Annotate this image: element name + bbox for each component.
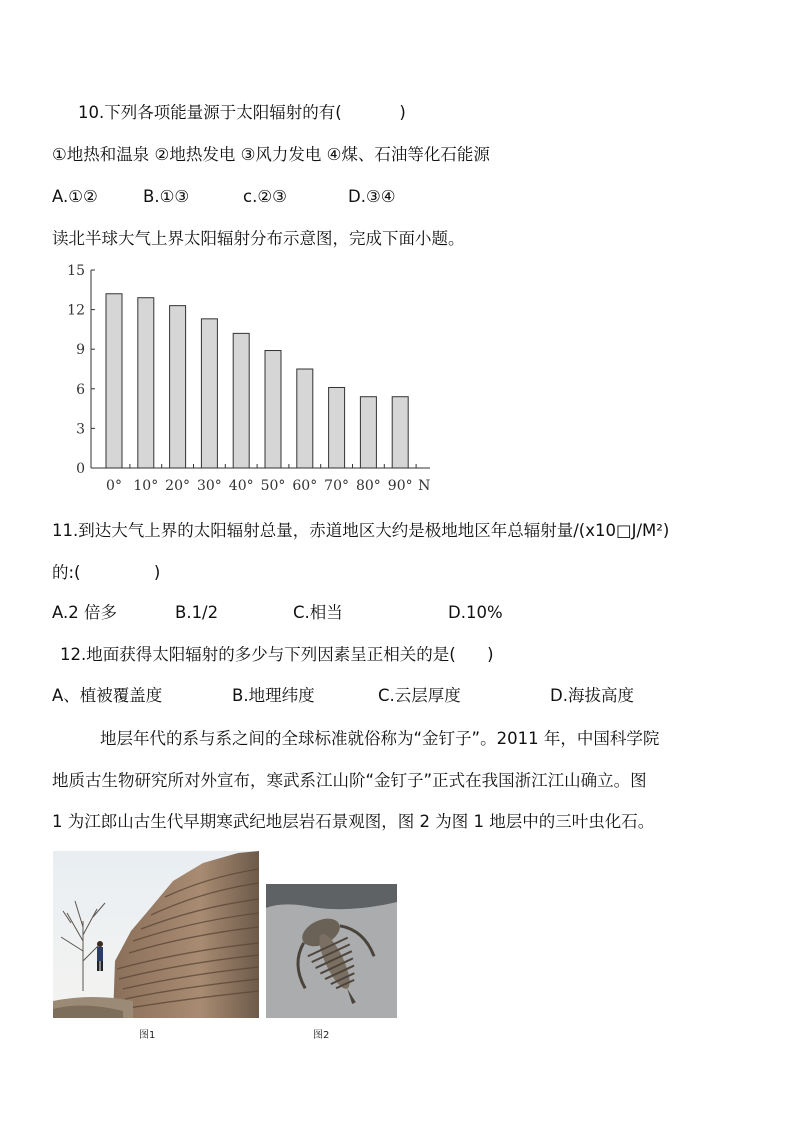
passage-line-1: 地层年代的系与系之间的全球标准就俗称为“金钉子”。2011 年，中国科学院 (100, 729, 660, 748)
q12-option-a: A、植被覆盖度 (52, 686, 163, 705)
q11-option-d: D.10% (448, 603, 503, 622)
x-tick-label: 40° (228, 478, 254, 494)
y-tick-label: 12 (67, 302, 85, 319)
figure-1-rock-strata-photo (53, 851, 259, 1018)
figure-2-trilobite-photo (266, 884, 397, 1018)
q10-option-b: B.①③ (143, 187, 190, 206)
x-unit-label: N (418, 478, 431, 494)
q11-option-a: A.2 倍多 (52, 603, 117, 622)
q10-items: ①地热和温泉 ②地热发电 ③风力发电 ④煤、石油等化石能源 (52, 145, 490, 164)
q12-option-b: B.地理纬度 (232, 686, 315, 705)
bar-0 (106, 294, 122, 468)
q12-option-d: D.海拔高度 (550, 686, 634, 705)
x-tick-label: 80° (355, 478, 381, 494)
q12-option-c: C.云层厚度 (378, 686, 461, 705)
x-tick-label: 20° (165, 478, 191, 494)
chart-bars (106, 294, 408, 468)
bar-8 (360, 397, 376, 468)
q12-stem: 12.地面获得太阳辐射的多少与下列因素呈正相关的是( ) (60, 645, 494, 664)
q11-option-b: B.1/2 (175, 603, 219, 622)
bar-9 (392, 397, 408, 468)
x-tick-label: 70° (324, 478, 350, 494)
x-tick-label: 10° (133, 478, 159, 494)
q10-stem: 10.下列各项能量源于太阳辐射的有( ) (78, 103, 406, 122)
x-tick-label: 60° (292, 478, 318, 494)
x-tick-label: 30° (196, 478, 222, 494)
y-tick-label: 15 (67, 263, 85, 279)
x-tick-label: 90° (387, 478, 413, 494)
q11-option-c: C.相当 (293, 603, 343, 622)
q10-option-c: c.②③ (243, 187, 287, 206)
bar-7 (329, 387, 345, 468)
bar-6 (297, 369, 313, 468)
x-tick-label: 0° (106, 478, 122, 494)
solar-radiation-bar-chart (52, 258, 452, 498)
figure-2-caption: 图2 (313, 1030, 330, 1041)
passage-line-3: 1 为江郎山古生代早期寒武纪地层岩石景观图，图 2 为图 1 地层中的三叶虫化石。 (52, 812, 655, 831)
passage-line-2: 地质古生物研究所对外宣布，寒武系江山阶“金钉子”正式在我国浙江江山确立。图 (52, 771, 647, 790)
chart-intro: 读北半球大气上界太阳辐射分布示意图，完成下面小题。 (52, 229, 465, 248)
bar-1 (138, 298, 154, 468)
bar-3 (201, 319, 217, 468)
bar-2 (170, 306, 186, 468)
q11-stem-line1: 11.到达大气上界的太阳辐射总量，赤道地区大约是极地地区年总辐射量/(x10□J/M²) (52, 521, 670, 540)
q10-option-d: D.③④ (348, 187, 396, 206)
q11-stem-line2: 的:( ) (52, 563, 161, 582)
x-tick-label: 50° (260, 478, 286, 494)
figure-1-caption: 图1 (139, 1030, 156, 1041)
y-tick-label: 0 (76, 461, 85, 477)
bar-5 (265, 351, 281, 468)
bar-4 (233, 333, 249, 468)
y-tick-label: 9 (76, 342, 85, 359)
y-tick-label: 3 (76, 421, 85, 438)
q10-option-a: A.①② (52, 187, 98, 206)
y-tick-label: 6 (76, 381, 85, 398)
